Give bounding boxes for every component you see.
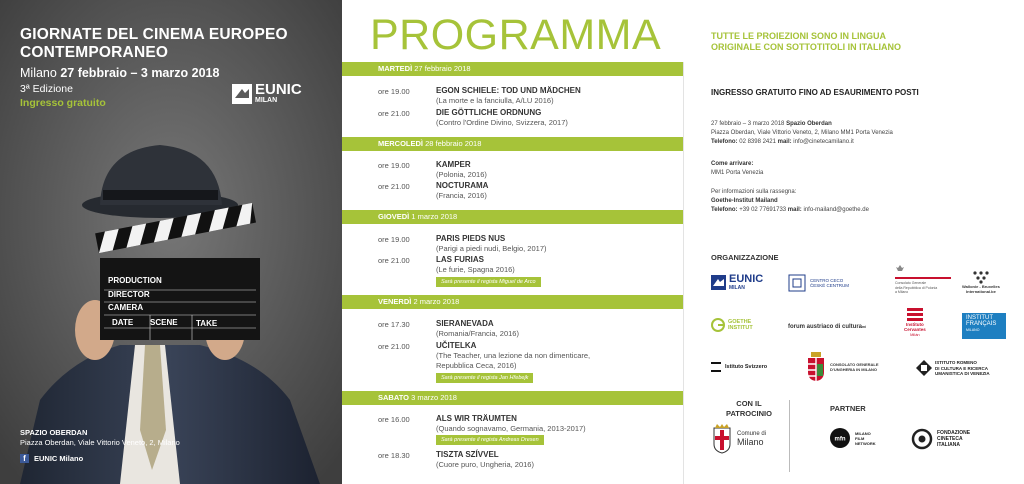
- czech-centre-line1: CENTRO CECO: [810, 278, 844, 283]
- hungary-consulate-logo: [806, 352, 879, 382]
- event-time: ore 21.00: [378, 256, 410, 265]
- day-date: 28 febbraio 2018: [425, 139, 482, 148]
- subtitles-headline-line2: ORIGINALE CON SOTTOTITOLI IN ITALIANO: [711, 42, 901, 52]
- austrian-forum-text: forum austriaco di cultura: [788, 324, 863, 330]
- cineteca-line1: FONDAZIONE: [937, 430, 971, 436]
- day-band-thursday: [342, 210, 684, 224]
- wallonie-logo: [962, 270, 1000, 294]
- swiss-mark-icon: [711, 362, 721, 372]
- festival-city: Milano: [20, 66, 57, 80]
- hungary-line2: D'UNGHERIA IN MILANO: [830, 367, 878, 372]
- eunic-logo-name: EUNIC: [729, 273, 764, 285]
- mfn-icon: [829, 427, 851, 449]
- info-mail-label: mail:: [787, 207, 802, 213]
- swiss-institute-logo: [711, 362, 767, 372]
- facebook-icon: f: [20, 454, 29, 463]
- festival-title-line1: GIORNATE DEL CINEMA EUROPEO: [20, 26, 288, 43]
- eunic-logo-name: EUNIC: [255, 81, 302, 98]
- day-date: 27 febbraio 2018: [414, 64, 471, 73]
- day-date: 2 marzo 2018: [413, 297, 460, 306]
- eunic-logo-poster: [232, 83, 302, 105]
- event-subtitle: (Contro l'Ordine Divino, Svizzera, 2017): [436, 118, 568, 127]
- poland-flag-stripe: [895, 277, 951, 279]
- austrian-forum-sup: mi: [862, 325, 867, 329]
- event-time: ore 17.30: [378, 320, 410, 329]
- event-subtitle: (Polonia, 2016): [436, 170, 487, 179]
- cineteca-line2: CINETECA: [937, 436, 963, 442]
- poster-panel: [0, 0, 342, 484]
- eunic-mark-icon: [711, 275, 726, 290]
- info-contacts: [711, 188, 869, 215]
- event-time: ore 18.30: [378, 451, 410, 460]
- directions-value: MM1 Porta Venezia: [711, 170, 764, 176]
- day-band-friday: [342, 295, 684, 309]
- event-time: ore 21.00: [378, 342, 410, 351]
- comune-milano-logo: [711, 424, 766, 454]
- wallonie-line2: International.be: [966, 289, 996, 294]
- event-title: UČITELKA: [436, 341, 477, 350]
- goethe-line2: INSTITUT: [728, 325, 753, 331]
- venue-dates-place: Spazio Oberdan: [786, 121, 832, 127]
- goethe-line1: GOETHE: [728, 319, 752, 325]
- mfn-line1: MILANO: [855, 430, 871, 436]
- goethe-logo: [711, 318, 753, 332]
- info-contacts-label: Per informazioni sulla rassegna:: [711, 189, 797, 195]
- event-time: ore 19.00: [378, 161, 410, 170]
- institut-francais-logo: [962, 313, 1006, 339]
- cineteca-logo: [911, 428, 970, 450]
- event-note: Sarà presente il regista Jan Hřebejk: [436, 373, 533, 383]
- festival-title: [20, 26, 288, 62]
- event-note: Sarà presente il regista Miguel de Arco: [436, 277, 541, 287]
- event-subtitle: (Le furie, Spagna 2016): [436, 265, 515, 274]
- facebook-link[interactable]: [20, 454, 83, 463]
- eagle-icon: [895, 264, 905, 274]
- comune-line1: Comune di: [737, 431, 767, 437]
- patronage-label-line1: CON IL: [736, 399, 762, 408]
- festival-date-range: 27 febbraio – 3 marzo 2018: [60, 66, 220, 80]
- clapper-date: DATE: [112, 318, 134, 327]
- cervantes-line3: Milán: [910, 332, 920, 337]
- venue-contacts: [711, 138, 893, 147]
- day-name: MARTEDÌ: [378, 64, 413, 73]
- info-mail-value[interactable]: info-mailand@goethe.de: [803, 207, 869, 213]
- patronage-label: [726, 399, 772, 419]
- info-contacts-org: Goethe-Institut Mailand: [711, 198, 778, 204]
- day-band-tuesday: [342, 62, 684, 76]
- cineteca-icon: [911, 428, 933, 450]
- eunic-logo: [711, 274, 763, 291]
- info-phone-value: +39 02 77691733: [739, 207, 787, 213]
- francais-line2: FRANÇAIS: [966, 321, 997, 327]
- cineteca-line3: ITALIANA: [937, 442, 960, 448]
- day-name: SABATO: [378, 393, 409, 402]
- mail-value[interactable]: info@cinetecamilano.it: [793, 139, 854, 145]
- austrian-forum-logo: [788, 324, 866, 330]
- event-time: ore 21.00: [378, 109, 410, 118]
- wallonie-dots-icon: [972, 270, 990, 284]
- event-subtitle: (The Teacher, una lezione da non dimenticare,: [436, 351, 591, 360]
- romanian-institute-icon: [916, 360, 932, 376]
- venue-name: SPAZIO OBERDAN: [20, 428, 88, 437]
- hungary-coat-of-arms-icon: [806, 352, 826, 382]
- festival-edition: 3ª Edizione: [20, 83, 73, 95]
- directions: [711, 160, 763, 178]
- romania-line3: UMANISTICA DI VENEZIA: [935, 371, 990, 376]
- clapper-line-director: DIRECTOR: [108, 290, 150, 299]
- cervantes-logo: [904, 308, 926, 337]
- event-subtitle: (Romania/Francia, 2016): [436, 329, 519, 338]
- event-time: ore 19.00: [378, 235, 410, 244]
- eunic-mark-icon: [232, 84, 252, 104]
- venue-dates: [711, 120, 893, 129]
- organization-label: ORGANIZZAZIONE: [711, 253, 779, 262]
- eunic-logo-sub: MILAN: [729, 285, 745, 291]
- event-title: EGON SCHIELE: TOD UND MÄDCHEN: [436, 86, 581, 95]
- event-title: TISZTA SZÍVVEL: [436, 450, 499, 459]
- patronage-label-line2: PATROCINIO: [726, 409, 772, 418]
- facebook-label: EUNIC Milano: [34, 454, 84, 463]
- poland-consulate-logo: [895, 264, 951, 295]
- programme-panel: [342, 0, 684, 484]
- free-entry-notice: INGRESSO GRATUITO FINO AD ESAURIMENTO POSTI: [711, 88, 919, 97]
- event-time: ore 21.00: [378, 182, 410, 191]
- event-title: SIERANEVADA: [436, 319, 494, 328]
- event-subtitle: (Francia, 2016): [436, 191, 487, 200]
- venue-info: [711, 120, 893, 147]
- poland-consulate-line1: Consolato Generale: [895, 281, 927, 285]
- venue-address-full: Piazza Oberdan, Viale Vittorio Veneto, 2, Milano MM1 Porta Venezia: [711, 130, 893, 136]
- event-time: ore 16.00: [378, 415, 410, 424]
- phone-value: 02 8398 2421: [739, 139, 776, 145]
- goethe-icon: [711, 318, 725, 332]
- directions-label: Come arrivare:: [711, 161, 754, 167]
- swiss-institute-text: Istituto Svizzero: [725, 364, 768, 370]
- festival-title-line2: CONTEMPORANEO: [20, 44, 169, 61]
- event-subtitle: (La morte e la fanciulla, A/LU 2016): [436, 96, 554, 105]
- mfn-line3: NETWORK: [855, 440, 876, 446]
- mfn-line2: FILM: [855, 435, 865, 441]
- romanian-institute-logo: [916, 360, 990, 377]
- svg-text:mfn: mfn: [834, 436, 846, 443]
- francais-line1: INSTITUT: [966, 315, 993, 321]
- info-phone-label: Telefono:: [711, 207, 738, 213]
- festival-free-entry: Ingresso gratuito: [20, 97, 106, 109]
- day-name: VENERDÌ: [378, 297, 412, 306]
- poland-consulate-line2: della Repubblica di Polonia: [895, 285, 938, 290]
- clapper-take: TAKE: [196, 319, 218, 328]
- venue-dates-text: 27 febbraio – 3 marzo 2018: [711, 121, 787, 127]
- festival-dates: [20, 66, 219, 80]
- subtitles-headline: [711, 31, 901, 53]
- milano-film-network-logo: [829, 427, 876, 449]
- day-band-wednesday: [342, 137, 684, 151]
- day-date: 3 marzo 2018: [411, 393, 457, 402]
- info-panel: [684, 0, 1024, 484]
- eunic-logo-sub: MILAN: [255, 97, 278, 104]
- phone-label: Telefono:: [711, 139, 738, 145]
- event-title: ALS WIR TRÄUMTEN: [436, 414, 517, 423]
- programme-title: PROGRAMMA: [370, 11, 662, 59]
- comune-line2: Milano: [737, 437, 764, 447]
- venue-address: Piazza Oberdan, Viale Vittorio Veneto, 2, Milano: [20, 438, 180, 447]
- milano-crest-icon: [711, 424, 733, 454]
- event-subtitle: (Quando sognavamo, Germania, 2013-2017): [436, 424, 586, 433]
- event-title: PARIS PIEDS NUS: [436, 234, 506, 243]
- clapper-scene: SCENE: [150, 318, 178, 327]
- day-name: GIOVEDÌ: [378, 212, 410, 221]
- czech-centre-icon: [788, 274, 806, 292]
- clapper-line-camera: CAMERA: [108, 303, 144, 312]
- event-title: KAMPER: [436, 160, 471, 169]
- event-title: NOCTURAMA: [436, 181, 489, 190]
- czech-centre-line2: ČESKÉ CENTRUM: [810, 283, 850, 288]
- romania-line2: DI CULTURA E RICERCA: [935, 365, 988, 371]
- event-subtitle: (Parigi a piedi nudi, Belgio, 2017): [436, 244, 547, 253]
- day-band-saturday: [342, 391, 684, 405]
- partner-label: PARTNER: [830, 404, 866, 413]
- event-subtitle: (Cuore puro, Ungheria, 2016): [436, 460, 534, 469]
- event-title: LAS FURIAS: [436, 255, 484, 264]
- wallonie-line1: Wallonie - Bruxelles: [962, 284, 1000, 289]
- romania-line1: ISTITUTO ROMENO: [935, 360, 977, 365]
- mail-label: mail:: [777, 139, 792, 145]
- event-subtitle: Repubblica Ceca, 2016): [436, 361, 517, 370]
- hungary-line1: CONSOLATO GENERALE: [830, 362, 879, 367]
- day-date: 1 marzo 2018: [411, 212, 458, 221]
- cervantes-line1: Instituto: [906, 322, 924, 327]
- event-time: ore 19.00: [378, 87, 410, 96]
- subtitles-headline-line1: TUTTE LE PROIEZIONI SONO IN LINGUA: [711, 31, 887, 41]
- cervantes-icon: [907, 308, 923, 322]
- clapper-line-production: PRODUCTION: [108, 276, 162, 285]
- cervantes-line2: Cervantes: [904, 327, 926, 332]
- francais-line3: MILANO: [966, 328, 980, 332]
- poland-consulate-line3: a Milano: [895, 290, 909, 294]
- event-note: Sarà presente il regista Andreas Dresen: [436, 435, 544, 445]
- event-title: DIE GÖTTLICHE ORDNUNG: [436, 108, 542, 117]
- czech-centre-logo: [788, 274, 849, 292]
- patronage-divider: [789, 400, 790, 472]
- day-name: MERCOLEDÌ: [378, 139, 423, 148]
